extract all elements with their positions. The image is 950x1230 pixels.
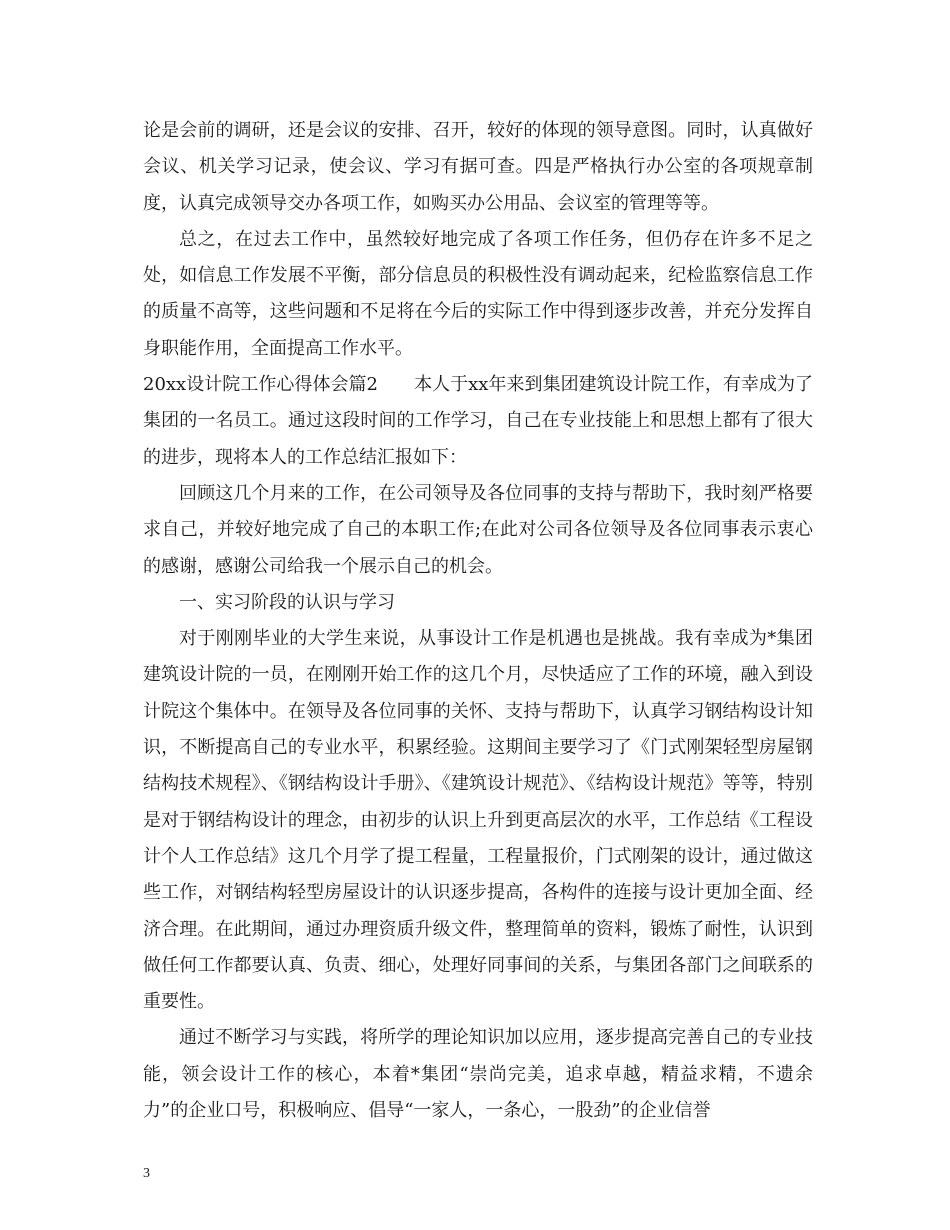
section-heading: 一、实习阶段的认识与学习 bbox=[179, 591, 395, 613]
paragraph-review: 回顾这几个月来的工作，在公司领导及各位同事的支持与帮助下，我时刻严格要求自己，并较好地完成了自己的本职工作;在此对公司各位领导及各位同事表示衷心的感谢，感谢公司给我一个展示自己的机会。 bbox=[143, 482, 813, 577]
document-body bbox=[143, 113, 813, 1129]
paragraph-learning: 对于刚刚毕业的大学生来说，从事设计工作是机遇也是挑战。我有幸成为*集团建筑设计院的一员，在刚刚开始工作的这几个月，尽快适应了工作的环境，融入到设计院这个集体中。在领导及各位同事的关怀、支持与帮助下，认真学习钢结构设计知识，不断提高自己的专业水平，积累经验。这期间主要学习了《门式刚架轻型房屋钢结构技术规程》、《钢结构设计手册》、《建筑设计规范》、《结构设计规范》等等，特别是对于钢结构设计的理念，由初步的认识上升到更高层次的水平，工作总结《工程设计个人工作总结》这几个月学了提工程量，工程量报价，门式刚架的设计，通过做这些工作，对钢结构轻型房屋设计的认识逐步提高，各构件的连接与设计更加全面、经济合理。在此期间，通过办理资质升级文件，整理简单的资料，锻炼了耐性，认识到做任何工作都要认真、负责、细心，处理好同事间的关系，与集团各部门之间联系的重要性。 bbox=[143, 628, 813, 1013]
paragraph-practice: 通过不断学习与实践，将所学的理论知识加以应用，逐步提高完善自己的专业技能，领会设计工作的核心，本着*集团“崇尚完美，追求卓越，精益求精，不遗余力”的企业口号，积极响应、倡导“一家人，一条心，一股劲”的企业信誉 bbox=[143, 1027, 813, 1122]
paragraph-article-heading: 20xx设计院工作心得体会篇2 本人于xx年来到集团建筑设计院工作，有幸成为了集团的一名员工。通过这段时间的工作学习，自己在专业技能上和思想上都有了很大的进步，现将本人的工作总结汇报如下： bbox=[143, 374, 813, 468]
page-number: 3 bbox=[143, 1166, 150, 1181]
paragraph-continuation: 论是会前的调研，还是会议的安排、召开，较好的体现的领导意图。同时，认真做好会议、机关学习记录，使会议、学习有据可查。四是严格执行办公室的各项规章制度，认真完成领导交办各项工作，如购买办公用品、会议室的管理等等。 bbox=[143, 120, 813, 214]
paragraph-summary: 总之，在过去工作中，虽然较好地完成了各项工作任务，但仍存在许多不足之处，如信息工作发展不平衡，部分信息员的积极性没有调动起来，纪检监察信息工作的质量不高等，这些问题和不足将在今后的实际工作中得到逐步改善，并充分发挥自身职能作用，全面提高工作水平。 bbox=[143, 228, 813, 359]
